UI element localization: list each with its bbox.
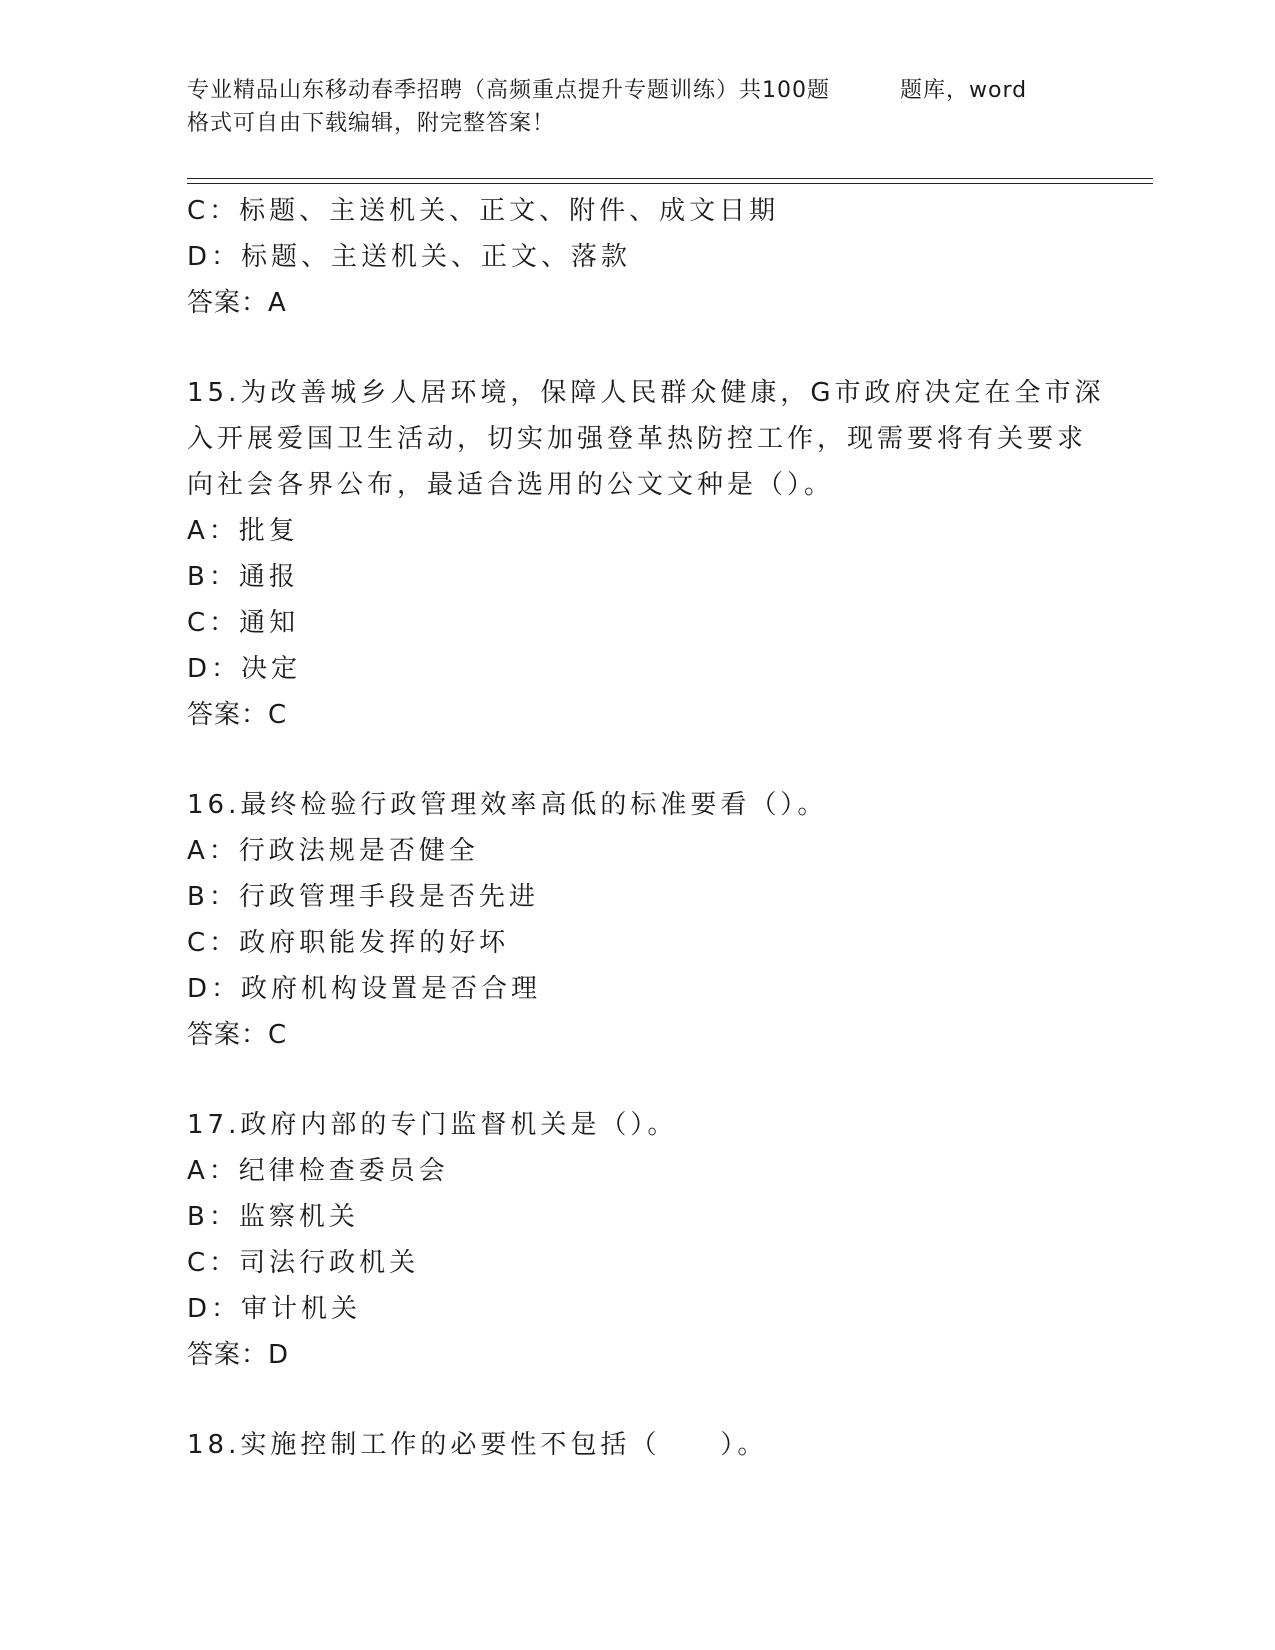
answer-line: 答案：A <box>187 288 287 318</box>
option-line: C：标题、主送机关、正文、附件、成文日期 <box>187 196 780 226</box>
question-block <box>187 782 1107 1058</box>
question-text: 17.政府内部的专门监督机关是（）。 <box>187 1110 678 1140</box>
option-line: B：行政管理手段是否先进 <box>187 882 539 912</box>
question-block <box>187 1422 1107 1468</box>
option-line: B：通报 <box>187 562 299 592</box>
question-text: 向社会各界公布，最适合选用的公文文种是（）。 <box>187 470 835 500</box>
question-text: 15.为改善城乡人居环境，保障人民群众健康，G市政府决定在全市深 <box>187 378 1105 408</box>
question-block <box>187 1102 1107 1378</box>
answer-line: 答案：C <box>187 700 288 730</box>
option-line: A：批复 <box>187 516 299 546</box>
question-block <box>187 188 1107 326</box>
header-line-2: 格式可自由下载编辑，附完整答案！ <box>187 111 556 136</box>
option-line: B：监察机关 <box>187 1202 359 1232</box>
question-text: 18.实施控制工作的必要性不包括（ ）。 <box>187 1430 768 1460</box>
answer-line: 答案：D <box>187 1340 290 1370</box>
option-line: A：行政法规是否健全 <box>187 836 479 866</box>
option-line: D：政府机构设置是否合理 <box>187 974 542 1004</box>
question-text: 入开展爱国卫生活动，切实加强登革热防控工作，现需要将有关要求 <box>187 424 1088 454</box>
question-list <box>187 188 1107 1468</box>
option-line: C：通知 <box>187 608 300 638</box>
header-title: 专业精品山东移动春季招聘（高频重点提升专题训练）共100题 <box>187 78 830 103</box>
option-line: A：纪律检查委员会 <box>187 1156 449 1186</box>
document-header <box>187 74 1087 140</box>
question-text: 16.最终检验行政管理效率高低的标准要看（）。 <box>187 790 828 820</box>
header-divider-top <box>187 178 1153 179</box>
question-block <box>187 370 1107 738</box>
option-line: D：标题、主送机关、正文、落款 <box>187 242 632 272</box>
option-line: C：政府职能发挥的好坏 <box>187 928 510 958</box>
header-title-suffix: 题库，word <box>900 78 1028 103</box>
option-line: D：决定 <box>187 654 302 684</box>
option-line: C：司法行政机关 <box>187 1248 420 1278</box>
answer-line: 答案：C <box>187 1020 288 1050</box>
header-line-1 <box>187 74 1087 107</box>
header-divider-bottom <box>187 183 1153 184</box>
option-line: D：审计机关 <box>187 1294 362 1324</box>
